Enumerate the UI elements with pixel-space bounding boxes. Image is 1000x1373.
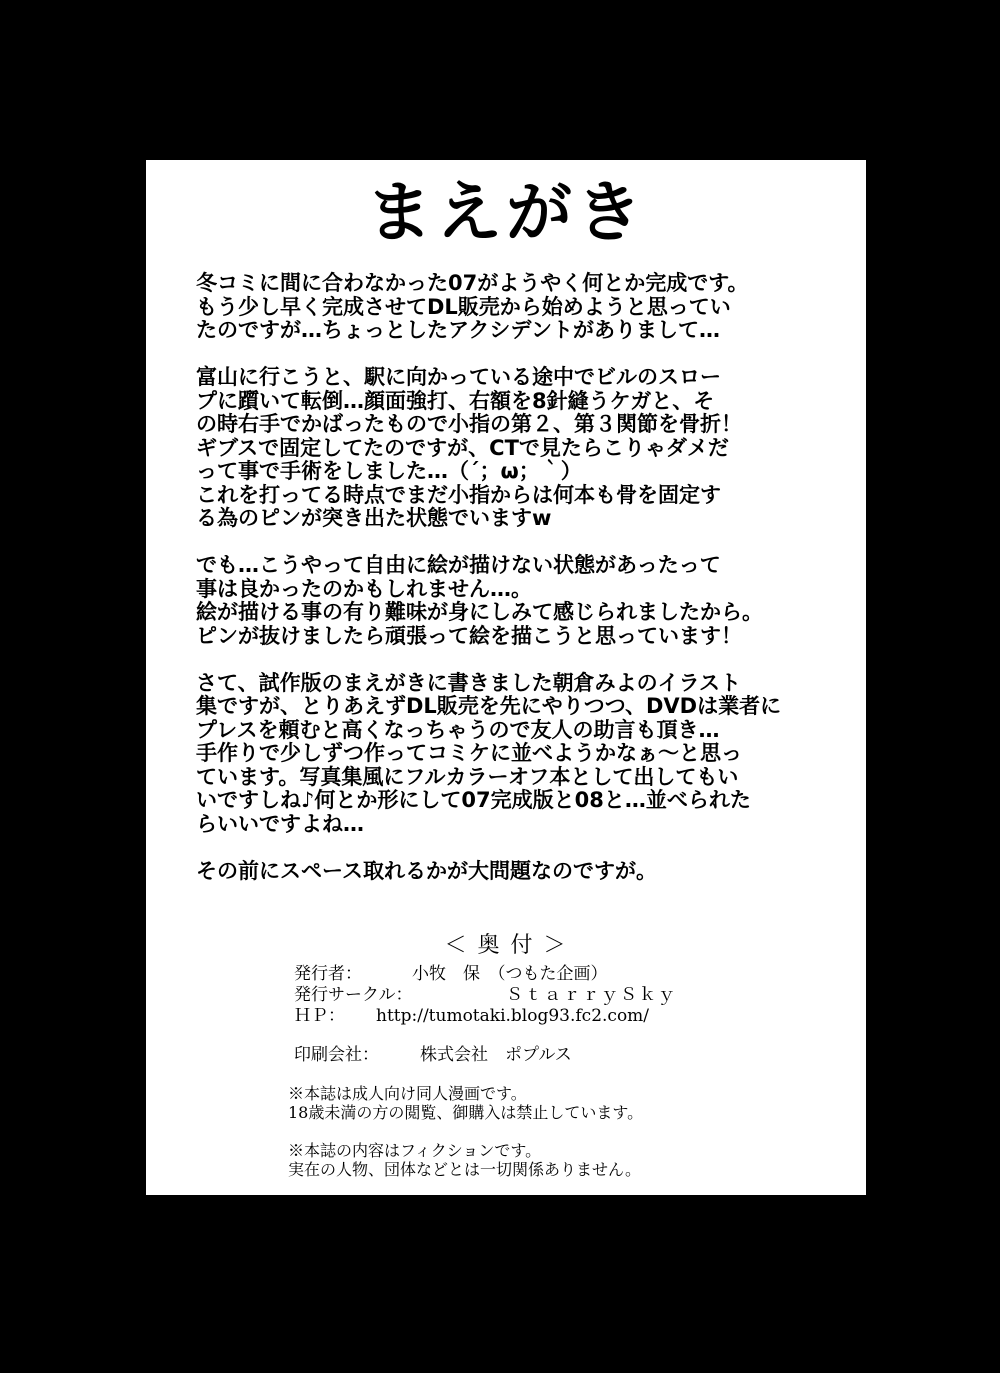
text-line: ています。写真集風にフルカラーオフ本として出してもい (196, 764, 739, 789)
text-line: ピンが抜けましたら頑張って絵を描こうと思っています！ (196, 623, 742, 648)
text-line: たのですが…ちょっとしたアクシデントがありまして… (196, 318, 720, 342)
page-title: まえがき (366, 174, 646, 251)
document-page (146, 160, 866, 1195)
text-line: 絵が描ける事の有り難味が身にしみて感じられましたから。 (196, 600, 763, 624)
text-line: これを打ってる時点でまだ小指からは何本も骨を固定す (196, 482, 721, 507)
note-line: ※本誌の内容はフィクションです。 (288, 1141, 542, 1160)
circle-value: ＳｔａｒｒｙＳｋｙ (506, 985, 677, 1005)
text-line: の時右手でかばったもので小指の第２、第３関節を骨折！ (196, 412, 742, 436)
colophon (146, 928, 866, 1179)
legal-notes (288, 1084, 643, 1179)
paragraph-4 (196, 672, 856, 837)
text-line: らいいですよね… (196, 811, 364, 836)
paragraph-5 (196, 860, 856, 884)
text-line: 集ですが、とりあえずDL販売を先にやりつつ、DVDは業者に (196, 694, 782, 718)
printer-row (294, 1045, 677, 1066)
text-line: でも…こうやって自由に絵が描けない状態があったって (196, 553, 721, 577)
printer-value: 株式会社 ポプルス (420, 1045, 572, 1065)
hp-row (294, 1006, 677, 1027)
foreword-body (196, 272, 856, 907)
text-line: プレスを頼むと高くなっちゃうので友人の助言も頂き… (196, 717, 720, 742)
hp-url[interactable]: http://tumotaki.blog93.fc2.com/ (376, 1006, 650, 1026)
publisher-row (294, 964, 677, 985)
text-line: 富山に行こうと、駅に向かっている途中でビルのスロー (196, 365, 721, 389)
note-line: 実在の人物、団体などとは一切関係ありません。 (288, 1160, 641, 1179)
circle-label: 発行サークル： (294, 985, 413, 1005)
text-line: さて、試作版のまえがきに書きました朝倉みよのイラスト (196, 670, 741, 695)
colophon-heading: ＜ 奥 付 ＞ (444, 933, 568, 958)
text-line: その前にスペース取れるかが大問題なのですが。 (196, 858, 657, 883)
paragraph-1 (196, 272, 856, 343)
text-line: いですしね♪何とか形にして07完成版と08と…並べられた (196, 788, 751, 812)
note-line: 18歳未満の方の閲覧、御購入は禁止しています。 (288, 1103, 644, 1122)
paragraph-3 (196, 554, 856, 648)
text-line: 事は良かったのかもしれません…。 (196, 576, 532, 601)
text-line: 手作りで少しずつ作ってコミケに並べようかなぁ～と思っ (196, 741, 742, 765)
colophon-info (294, 964, 677, 1066)
publisher-value: 小牧 保 （つもた企画） (412, 964, 608, 984)
text-line: プに躓いて転倒…顔面強打、右額を8針縫うケガと、そ (196, 388, 715, 413)
hp-label: ＨＰ： (294, 1006, 345, 1026)
text-line: もう少し早く完成させてDL販売から始めようと思ってい (196, 294, 731, 319)
publisher-label: 発行者： (294, 964, 362, 984)
text-line: る為のピンが突き出た状態でいますw (196, 506, 552, 530)
paragraph-2 (196, 366, 856, 531)
circle-row (294, 985, 677, 1006)
spacer (294, 1027, 677, 1045)
printer-label: 印刷会社： (294, 1045, 379, 1065)
note-line: ※本誌は成人向け同人漫画です。 (288, 1084, 527, 1103)
text-line: って事で手術をしました…（´；ω；｀） (196, 459, 582, 483)
spacer (288, 1122, 643, 1141)
text-line: 冬コミに間に合わなかった07がようやく何とか完成です。 (196, 271, 749, 295)
text-line: ギブスで固定してたのですが、CTで見たらこりゃダメだ (196, 435, 729, 460)
